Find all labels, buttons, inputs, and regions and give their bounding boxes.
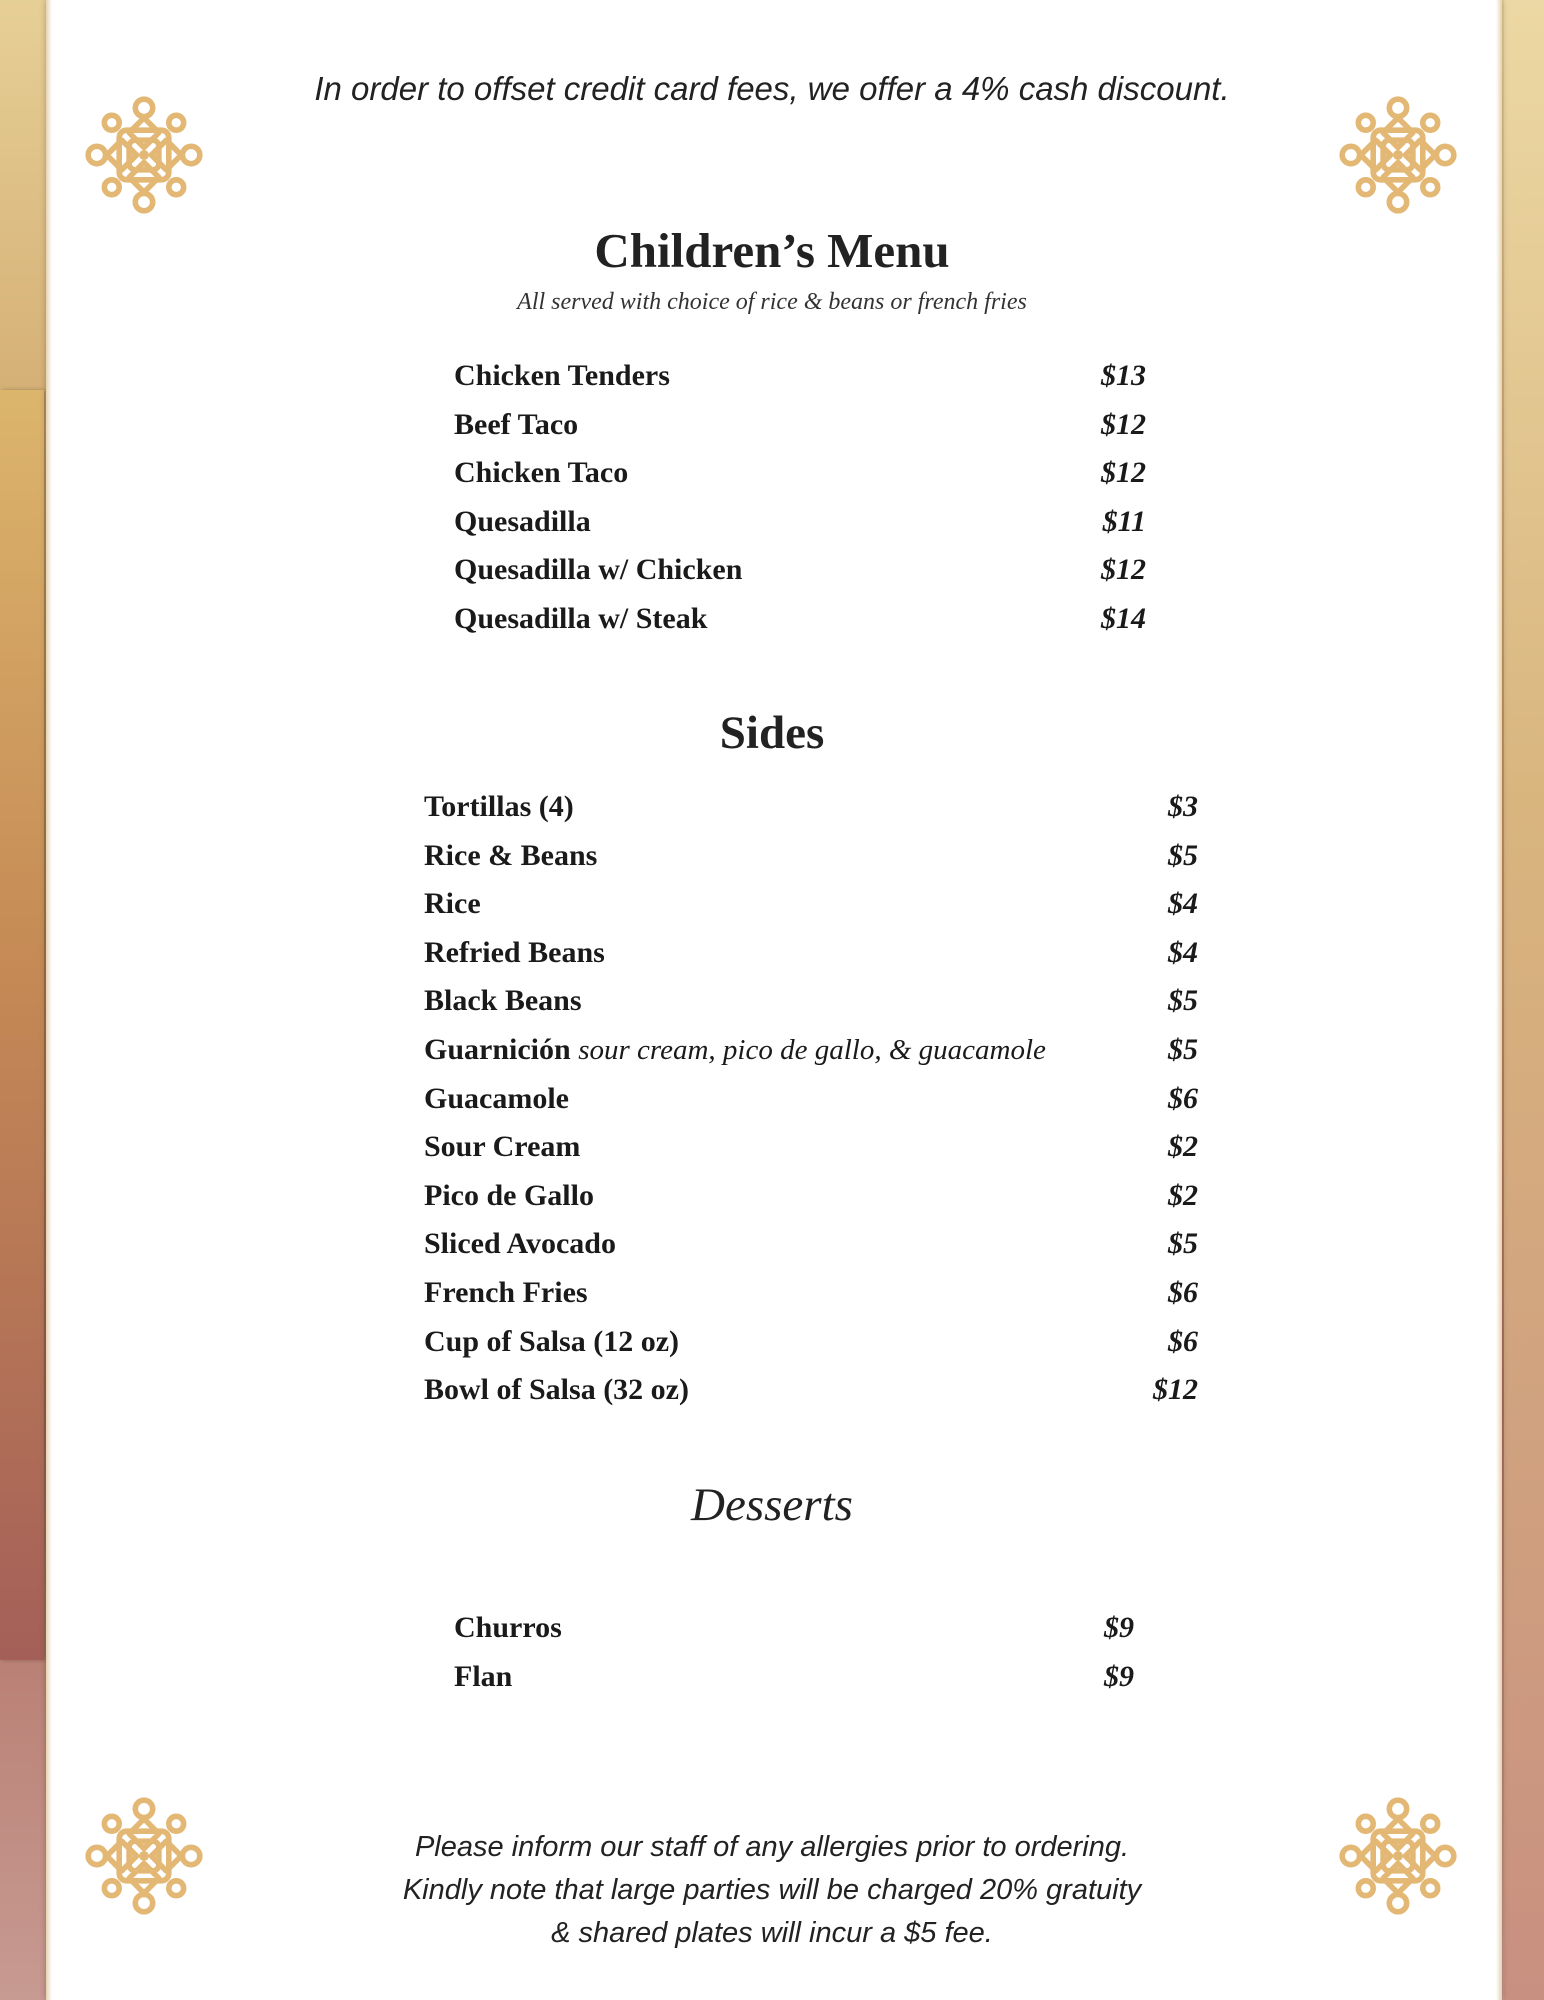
item-name: Quesadilla	[454, 504, 591, 538]
item-name: Rice	[424, 887, 481, 921]
menu-item	[424, 1026, 1198, 1075]
menu-item	[454, 498, 1146, 547]
item-price: $5	[1168, 984, 1198, 1018]
item-name: Beef Taco	[454, 407, 579, 441]
menu-item	[424, 1366, 1198, 1415]
sides-list	[424, 783, 1198, 1415]
item-name: Rice & Beans	[424, 838, 598, 872]
item-name: Black Beans	[424, 984, 582, 1018]
item-description: sour cream, pico de gallo, & guacamole	[578, 1033, 1046, 1066]
ornament-icon	[1336, 93, 1460, 217]
menu-item	[424, 1269, 1198, 1318]
item-price: $5	[1168, 1032, 1198, 1066]
item-price: $12	[1101, 407, 1146, 441]
menu-item	[424, 1123, 1198, 1172]
menu-item	[454, 1653, 1134, 1702]
item-name: Tortillas (4)	[424, 790, 574, 823]
item-price: $11	[1102, 504, 1146, 538]
item-price: $9	[1104, 1611, 1134, 1644]
item-name: Refried Beans	[424, 935, 605, 969]
footer-line: Kindly note that large parties will be charged 20% gratuity	[402, 1874, 1142, 1906]
menu-item	[454, 449, 1146, 498]
item-price: $12	[1153, 1373, 1198, 1407]
item-name: Flan	[454, 1659, 513, 1693]
menu-item	[424, 783, 1198, 832]
item-price: $6	[1168, 1081, 1198, 1115]
footer-line: Please inform our staff of any allergies prior to ordering.	[414, 1831, 1130, 1863]
cash-discount-notice: In order to offset credit card fees, we offer a 4% cash discount.	[314, 70, 1230, 107]
desserts-list	[454, 1604, 1134, 1701]
item-price: $2	[1168, 1178, 1198, 1212]
item-price: $6	[1168, 1324, 1198, 1358]
menu-item	[424, 832, 1198, 881]
item-name: Cup of Salsa (12 oz)	[424, 1324, 680, 1358]
ornament-icon	[82, 93, 206, 217]
footer-notice	[0, 1826, 1544, 1955]
menu-item	[424, 1172, 1198, 1221]
item-name: Guarnición	[424, 1032, 571, 1066]
item-name: Pico de Gallo	[424, 1178, 594, 1212]
sides-title: Sides	[719, 707, 825, 759]
item-price: $9	[1104, 1659, 1134, 1693]
item-price: $14	[1101, 601, 1146, 635]
item-name: Quesadilla w/ Chicken	[454, 553, 743, 587]
footer-line: & shared plates will incur a $5 fee.	[551, 1917, 993, 1949]
item-price: $4	[1168, 887, 1198, 921]
menu-item	[424, 1075, 1198, 1124]
menu-item	[454, 401, 1146, 450]
left-background-panel	[0, 390, 44, 1660]
item-name: Guacamole	[424, 1081, 569, 1115]
item-price: $12	[1101, 553, 1146, 587]
childrens-menu-title: Children’s Menu	[594, 223, 950, 278]
menu-item	[424, 1318, 1198, 1367]
desserts-title: Desserts	[691, 1479, 853, 1531]
menu-item	[454, 1604, 1134, 1653]
menu-item	[424, 929, 1198, 978]
item-price: $5	[1168, 838, 1198, 872]
item-name: Sliced Avocado	[424, 1227, 616, 1261]
item-name: Chicken Tenders	[454, 359, 670, 392]
menu-item	[424, 977, 1198, 1026]
item-price: $4	[1168, 935, 1198, 969]
menu-item	[454, 352, 1146, 401]
menu-item	[454, 595, 1146, 644]
item-name: French Fries	[424, 1275, 588, 1309]
item-name: Chicken Taco	[454, 456, 629, 490]
menu-item	[424, 1220, 1198, 1269]
childrens-menu-subtitle: All served with choice of rice & beans or french fries	[517, 289, 1027, 315]
item-price: $13	[1101, 359, 1146, 392]
item-price: $5	[1168, 1227, 1198, 1261]
menu-item	[424, 880, 1198, 929]
item-price: $6	[1168, 1275, 1198, 1309]
menu-item	[454, 546, 1146, 595]
item-price: $3	[1168, 790, 1198, 823]
childrens-menu-list	[454, 352, 1146, 644]
item-price: $2	[1168, 1130, 1198, 1164]
item-name: Churros	[454, 1611, 562, 1644]
item-price: $12	[1101, 456, 1146, 490]
item-name: Sour Cream	[424, 1130, 581, 1164]
item-name: Quesadilla w/ Steak	[454, 601, 708, 635]
item-name: Bowl of Salsa (32 oz)	[424, 1373, 689, 1407]
